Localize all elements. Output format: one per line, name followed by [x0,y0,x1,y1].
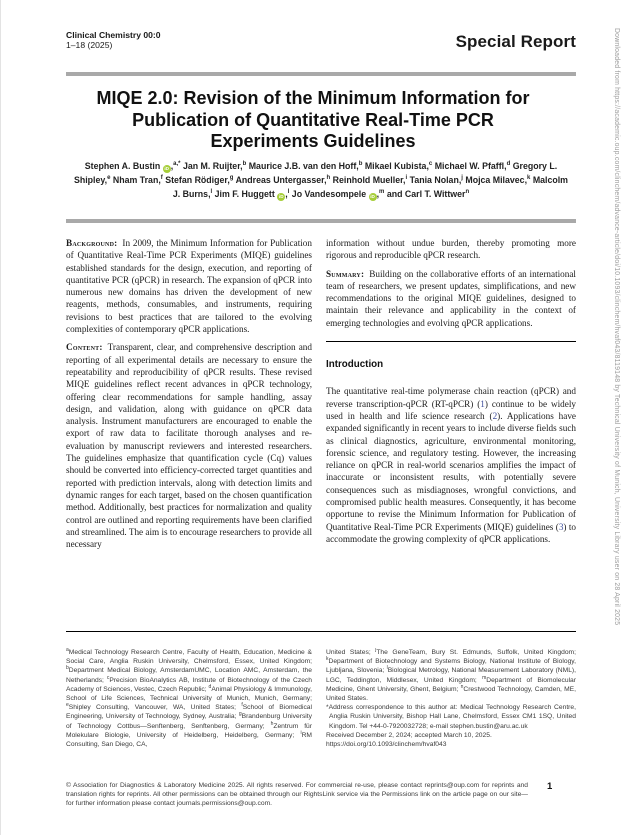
author-name: Reinhold Mueller,$^i$ [332,175,408,185]
author-affiliation-superscript: a,* [173,161,181,168]
introduction-heading: Introduction [326,359,384,371]
author-affiliation-superscript: j [461,175,463,182]
content-label: Content: [66,342,103,353]
affiliations-left: $^a$Medical Technology Research Centre, Faculty of Health, Education, Medicine & Social Care, Anglia Ruskin University, Chelmsford, Essex, United Kingdom; $^b$Department Medical Biology, AmsterdamUMC, Location AMC, Amsterdam, the Netherlands; $^c$Precision BioAnalytics AB, Institute of Biotechnology of the Czech Academy of Sciences, Vestec, Czech Republic; $^d$Animal Physiology & Immunology, School of Life Sciences, Technical University of Munich, Munich, Germany; $^e$Shipley Consulting, Vancouver, WA, United States; $^f$School of Biomedical Engineering, University of Technology, Sydney, Australia; $^g$Brandenburg University of Technology Cottbus—Senftenberg, Senftenberg, Germany; $^h$Zentrum für Molekulare Biologie, University of Heidelberg, Heidelberg, Germany; $^i$RM Consulting, San Diego, CA, [66,648,312,749]
author-name: Tania Nolan,$^j$ [409,175,463,185]
author-affiliation-superscript: l [210,189,213,196]
author-affiliation-superscript: f [160,175,163,182]
author-name: Jim F. Huggett iD ,$^l$ [214,189,290,199]
abstract-left-column [66,237,312,633]
page-number: 1 [547,781,553,792]
affiliation-superscript: a [66,648,69,653]
orcid-icon[interactable]: iD [278,194,284,199]
author-name: Stephen A. Bustin iD ,$^{a,*}$ [84,161,181,171]
journal-name: Clinical Chemistry 00:0 [66,30,161,40]
reference-link[interactable]: 1 [480,398,485,409]
orcid-icon[interactable]: iD [164,166,169,171]
author-affiliation-superscript: m [379,189,385,196]
affiliation-superscript: d [208,683,212,690]
article-type-label: Special Report [455,32,576,51]
summary-label: Summary: [326,268,365,279]
content-text-part1: Transparent, clear, and comprehensive description and reporting of all experimental details are necessary to ensure the repeatability and reproducibility of qPCR results. These revised MIQE guidelines reflect recent advances in qPCR technology, offering clear recommendations for sample handling, assay design, and validation, along with guidance on qPCR data analysis. Instrument manufacturers are encouraged to enable the export of raw data to facilitate thorough analyses and re-evaluation by manuscript reviewers and interested researchers. The guidelines emphasize that quantification cycle (Cq) values should be converted into efficiency-corrected target quantities and reported with prediction intervals, along with detection limits and dynamic ranges for each target, based on the chosen quantification method. Additionally, best practices for normalization and quality control are outlined and reporting requirements have been clarified and streamlined. The aim is to encourage researchers to provide all necessary [66,342,312,550]
author-name: Gregory L. Shipley,$^e$ [73,161,558,185]
footnote-divider [66,631,576,632]
background-text: In 2009, the Minimum Information for Publication of Quantitative Real-Time PCR Experiments (MIQE) guidelines established standards for the design, execution, and reporting of quantitative PCR (qPCR) in research. The expansion of qPCR into numerous new domains has driven the development of new reagents, methods, consumables, and instruments, requiring revisions to best practices that are tailored to the evolving complexities of contemporary qPCR applications. [66,238,312,335]
download-watermark: Downloaded from https://academic.oup.com/clinchem/advance-article/doi/10.1093/clinchem/hvaf043/8119148 by Technical University of Munich, University Library user on 28 April 2025 [613,28,620,626]
affiliation-superscript: g [238,711,242,718]
article-title: MIQE 2.0: Revision of the Minimum Information for Publication of Quantitative Real-Time PCR Experiments Guidelines [96,88,530,151]
right-column [326,237,576,633]
affiliation-superscript: c [106,674,110,681]
copyright-notice: © Association for Diagnostics & Laboratory Medicine 2025. All rights reserved. For commercial re-use, please contact reprints@oup.com for reprints and translation rights for reprints. All other permissions can be obtained through our RightsLink service via the Permissions link on the article page on our site—for further information please contact journals.permissions@oup.com. [66,782,528,807]
section-divider [326,341,576,342]
affiliation-superscript: n [460,683,464,690]
affiliation-superscript: e [66,701,69,708]
author-name: Jan M. Ruijter,$^b$ [182,161,247,171]
affiliation-superscript: i [300,729,302,736]
affiliation-superscript: f [241,701,243,708]
affiliation-superscript: k [326,655,329,662]
author-name: Jo Vandesompele iD ,$^m$ [291,189,385,199]
author-affiliation-superscript: b [242,161,247,168]
journal-issue: 1–18 (2025) [66,40,113,51]
author-name: Mojca Milavec,$^k$ [465,175,531,185]
author-affiliation-superscript: c [428,161,433,168]
affiliation-superscript: b [66,665,69,672]
author-affiliation-superscript: k [527,175,531,182]
abstract-background [66,237,312,335]
page-header [66,30,576,51]
introduction-paragraph: The quantitative real-time polymerase chain reaction (qPCR) and reverse transcription-qPCR (RT-qPCR) (1) continue to be widely used in health and life science research (2). Applications have expanded significantly in recent years to include diverse fields such as clinical diagnostics, agriculture, environmental monitoring, forensic science, and regulatory testing. However, the increasing reliance on qPCR in real-world scenarios amplifies the impact of inaccurate or inconsistent results, with potentially severe consequences such as misdiagnoses, wrongful convictions, and compromised public health measures. Consequently, it has become opportune to revise the Minimum Information for Publication of Quantitative Real-Time PCR Experiments (MIQE) guidelines (3) to accommodate the growing complexity of qPCR applications. [326,386,576,544]
author-affiliation-superscript: l [287,189,290,196]
author-affiliation-superscript: i [405,175,408,182]
author-name: Andreas Untergasser,$^h$ [235,175,331,185]
author-name: Malcolm J. Burns,$^l$ [172,175,569,199]
affiliation-superscript: h [270,720,274,727]
authors-divider [66,219,576,223]
background-label: Background: [66,238,118,248]
author-affiliation-superscript: h [326,175,331,182]
orcid-icon[interactable]: iD [370,194,375,199]
author-affiliation-superscript: e [107,175,111,182]
affiliation-superscript: m [482,674,487,681]
author-affiliation-superscript: g [229,175,234,182]
doi-link[interactable]: https://doi.org/10.1093/clinchem/hvaf043 [326,741,447,749]
author-name: and Carl T. Wittwer$^n$ [386,189,470,199]
author-affiliation-superscript: b [358,161,363,168]
author-affiliation-superscript: d [506,161,511,168]
abstract-summary [326,268,576,329]
affiliation-superscript: j [375,648,377,653]
content-text-part2: information without undue burden, thereby promoting more rigorous and reproducible qPCR research. [326,238,576,261]
received-accepted-dates: Received December 2, 2024; accepted March 10, 2025. [326,731,492,739]
author-name: Nham Tran,$^f$ [112,175,163,185]
correspondence-note: *Address correspondence to this author at: Medical Technology Research Centre, Anglia Ruskin University, Bishop Hall Lane, Chelmsford, Essex CM1 1SQ, United Kingdom. Tel +44-0-7920032728; e-mail stephen.bustin@aru.ac.uk [326,704,576,730]
author-name: Mikael Kubista,$^c$ [364,161,433,171]
affiliation-superscript: l [386,665,388,672]
author-list [71,159,571,201]
author-name: Maurice J.B. van den Hoff,$^b$ [248,161,363,171]
author-name: Stefan Rödiger,$^g$ [165,175,234,185]
author-name: Michael W. Pfaffl,$^d$ [434,161,511,171]
reference-link[interactable]: 3 [558,521,564,532]
reference-link[interactable]: 2 [492,410,498,421]
abstract-content [66,341,312,550]
affiliations-right [326,648,576,772]
affiliations-continued: United States; $^j$The GeneTeam, Bury St. Edmunds, Suffolk, United Kingdom; $^k$Department of Biotechnology and Systems Biology, National Institute of Biology, Ljubljana, Slovenia; $^l$Biological Metrology, National Measurement Laboratory (NML), LGC, Teddington, Middlesex, United Kingdom; $^m$Department of Biomolecular Medicine, Ghent University, Ghent, Belgium; $^n$Crestwood Technology, Camden, ME, United States. [326,648,576,703]
summary-text: Building on the collaborative efforts of an international team of researchers, we present updates, simplifications, and new recommendations to the original MIQE guidelines, designed to maintain their relevance and applicability in the context of emerging technologies and evolving qPCR applications. [326,268,576,328]
header-divider [66,72,576,76]
author-affiliation-superscript: n [465,189,470,196]
